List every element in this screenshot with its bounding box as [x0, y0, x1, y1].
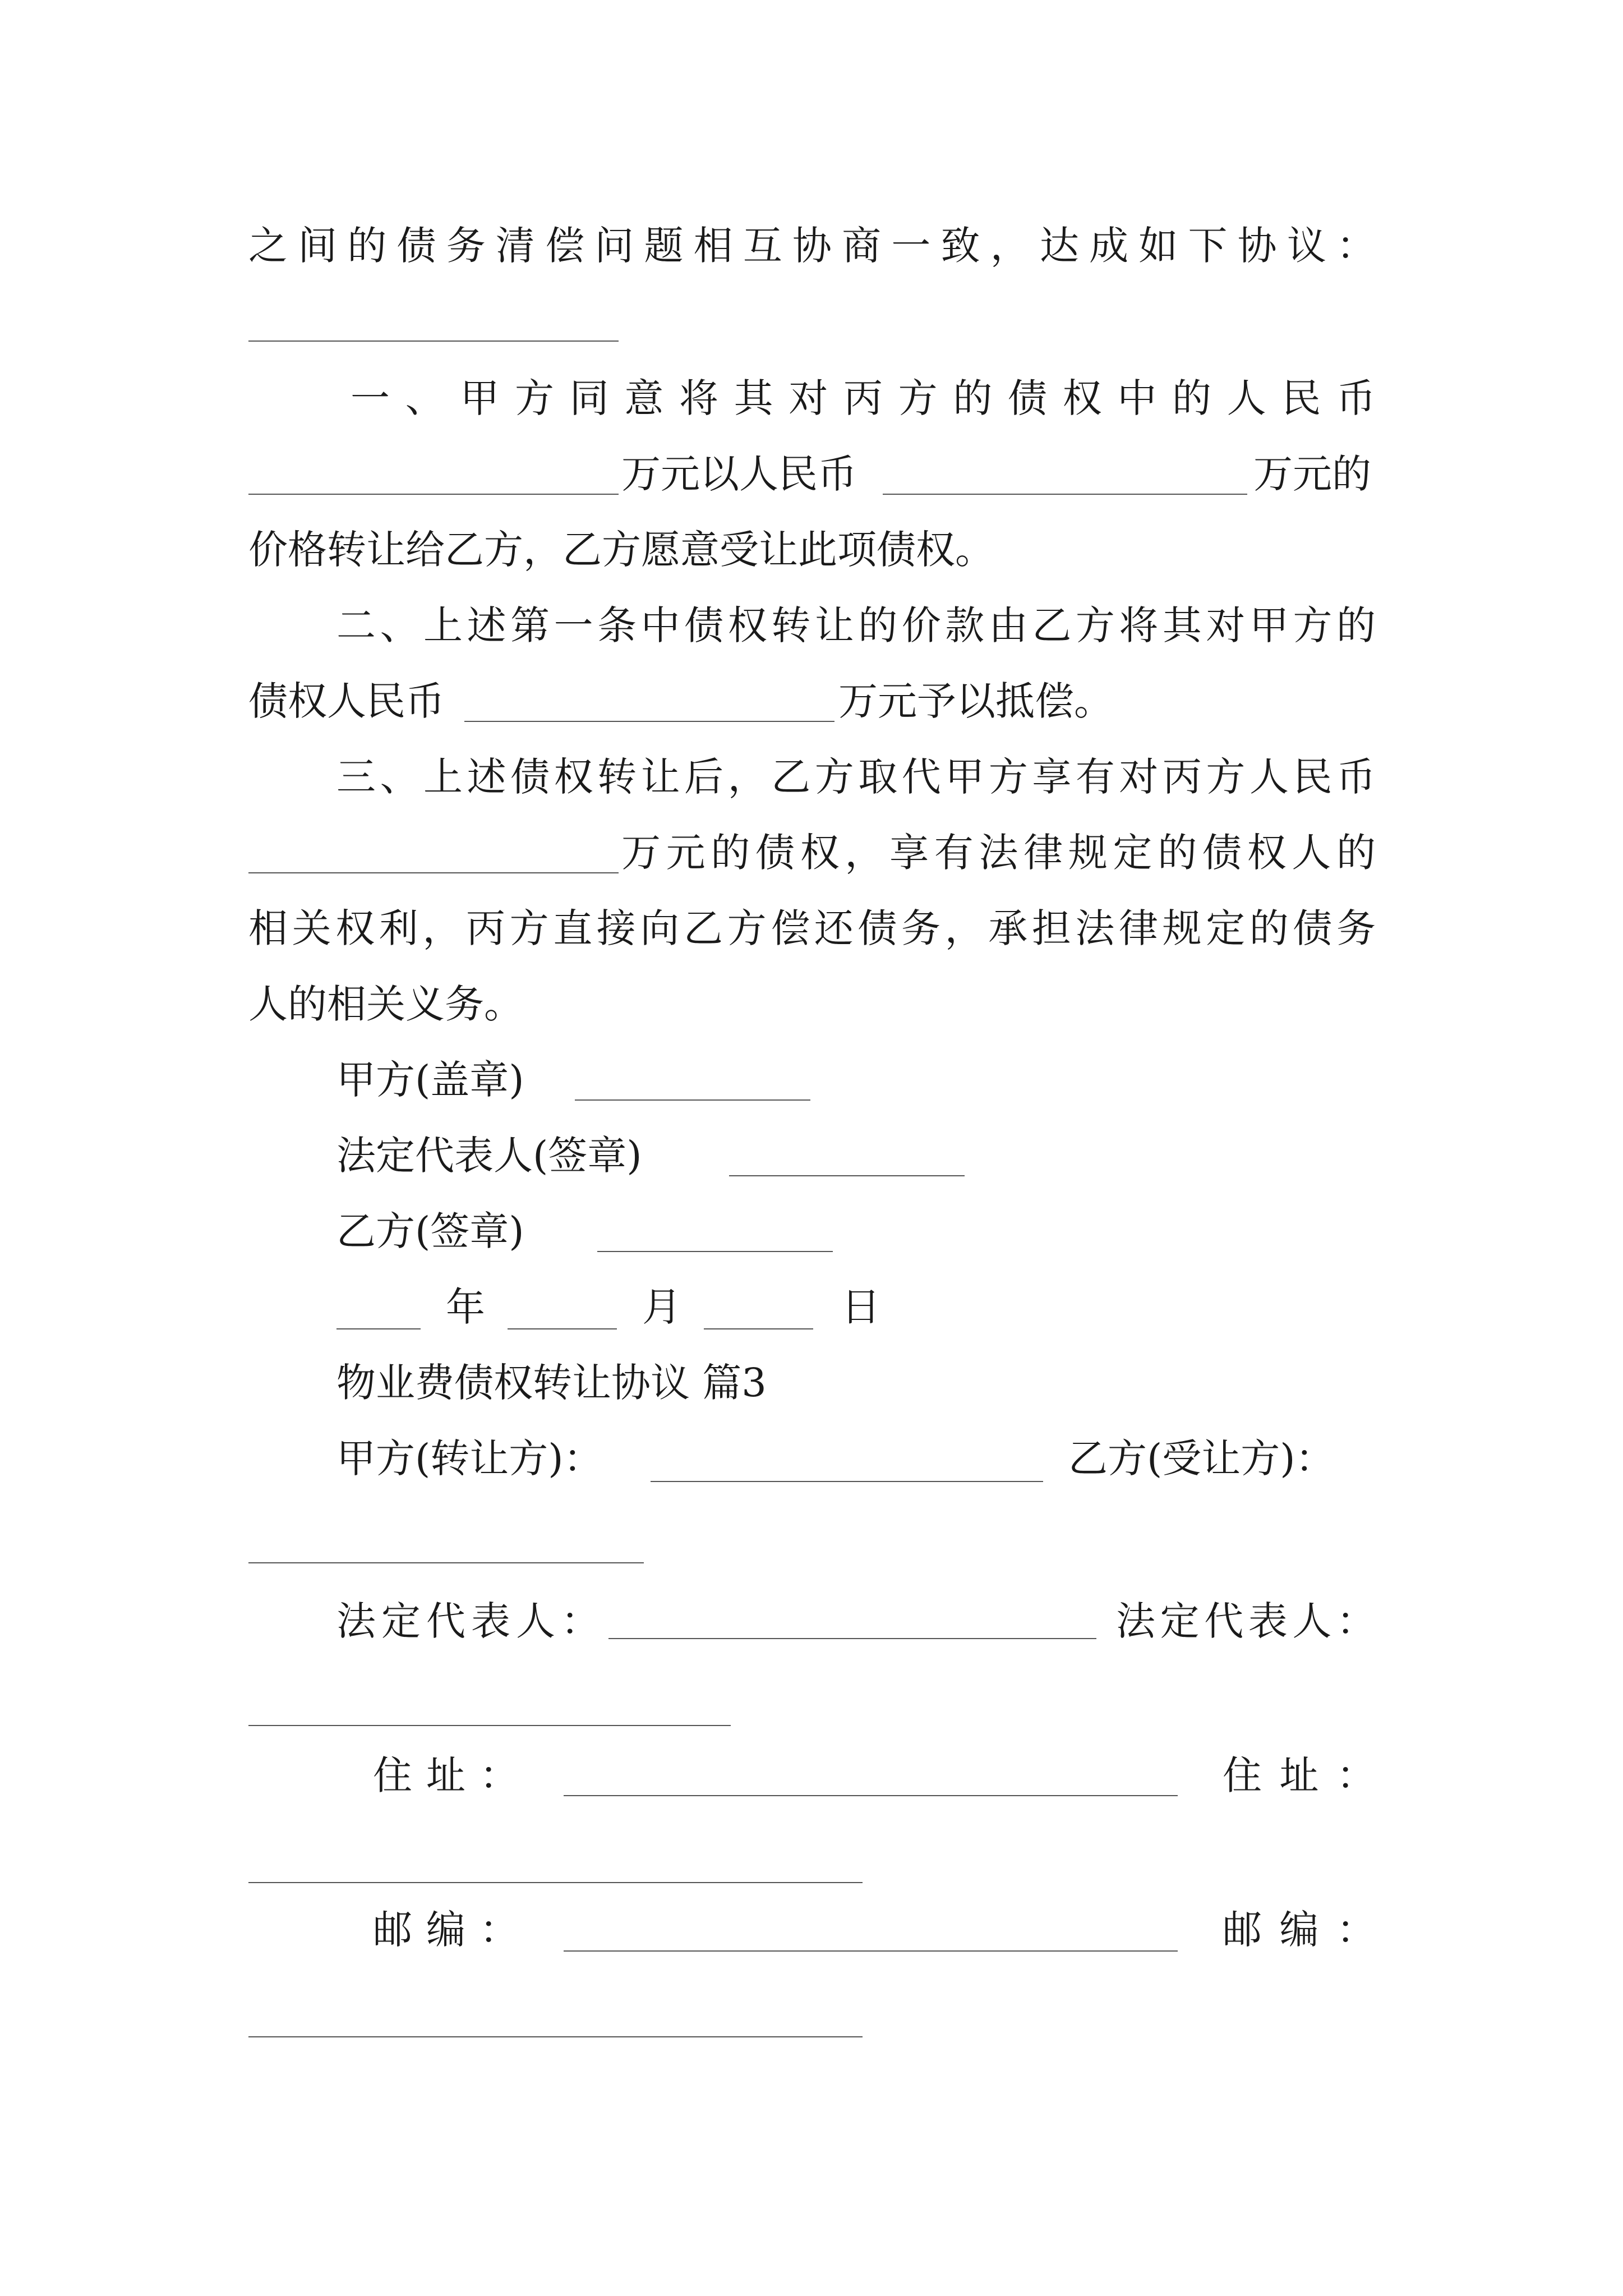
- clause2-line2-suffix: 万元予以抵偿。: [838, 678, 1113, 724]
- clause3-line2: 万元的债权，享有法律规定的债权人的: [621, 830, 1376, 876]
- clause1-line3: 价格转让给乙方，乙方愿意受让此项债权。: [248, 527, 994, 573]
- sign-party-b-label: 乙方(签章): [336, 1208, 524, 1254]
- intro-blank-line: [248, 341, 619, 342]
- date-day-blank[interactable]: [704, 1328, 813, 1329]
- clause3-line4: 人的相关义务。: [248, 981, 523, 1027]
- form-party-a-blank[interactable]: [651, 1481, 1043, 1482]
- form-address-a-label: 住址：: [373, 1752, 519, 1798]
- form-address-b-blank[interactable]: [248, 1882, 863, 1883]
- date-month-label: 月: [642, 1284, 681, 1330]
- sign-legal-rep-blank[interactable]: [729, 1175, 965, 1176]
- clause1-amount2-blank: [883, 494, 1247, 495]
- form-legal-rep-b-label: 法定代表人：: [1116, 1598, 1376, 1644]
- date-month-blank[interactable]: [508, 1328, 617, 1329]
- form-party-b-label: 乙方(受让方)：: [1068, 1435, 1335, 1481]
- date-year-blank[interactable]: [336, 1328, 421, 1329]
- sign-party-a-blank[interactable]: [575, 1099, 810, 1101]
- form-legal-rep-a-label: 法定代表人：: [336, 1598, 600, 1644]
- clause3-line3: 相关权利，丙方直接向乙方偿还债务，承担法律规定的债务: [248, 905, 1376, 951]
- clause3-amount-blank: [248, 872, 619, 873]
- form-postcode-a-label: 邮编：: [373, 1907, 519, 1953]
- form-address-a-blank[interactable]: [564, 1795, 1178, 1796]
- clause3-line1: 三、上述债权转让后，乙方取代甲方享有对丙方人民币: [336, 754, 1376, 800]
- date-year-label: 年: [446, 1284, 485, 1330]
- clause1-line1: 一、甲方同意将其对丙方的债权中的人民币: [351, 375, 1376, 421]
- clause1-wan2-text: 万元的: [1253, 451, 1371, 497]
- clause2-amount-blank: [464, 721, 834, 722]
- form-party-b-blank[interactable]: [248, 1562, 644, 1563]
- clause1-amount1-blank: [248, 494, 619, 495]
- clause1-wan1-text: 万元以人民币: [621, 451, 857, 497]
- form-address-b-label: 住址：: [1223, 1752, 1376, 1798]
- form-legal-rep-a-blank[interactable]: [608, 1638, 1096, 1639]
- form-party-a-label: 甲方(转让方)：: [336, 1435, 603, 1481]
- date-day-label: 日: [841, 1284, 880, 1330]
- clause2-line1: 二、上述第一条中债权转让的价款由乙方将其对甲方的: [336, 602, 1376, 648]
- section-title: 物业费债权转让协议 篇3: [336, 1360, 767, 1406]
- clause2-line2-prefix: 债权人民币: [248, 678, 445, 724]
- form-postcode-b-label: 邮编：: [1223, 1907, 1376, 1953]
- sign-party-b-blank[interactable]: [597, 1251, 833, 1252]
- sign-party-a-label: 甲方(盖章): [336, 1057, 524, 1103]
- form-postcode-a-blank[interactable]: [564, 1950, 1178, 1952]
- form-legal-rep-b-blank[interactable]: [248, 1725, 731, 1726]
- sign-legal-rep-label: 法定代表人(签章): [336, 1133, 642, 1179]
- form-postcode-b-blank[interactable]: [248, 2036, 863, 2037]
- intro-tail-line: 之间的债务清偿问题相互协商一致，达成如下协议：: [248, 223, 1376, 269]
